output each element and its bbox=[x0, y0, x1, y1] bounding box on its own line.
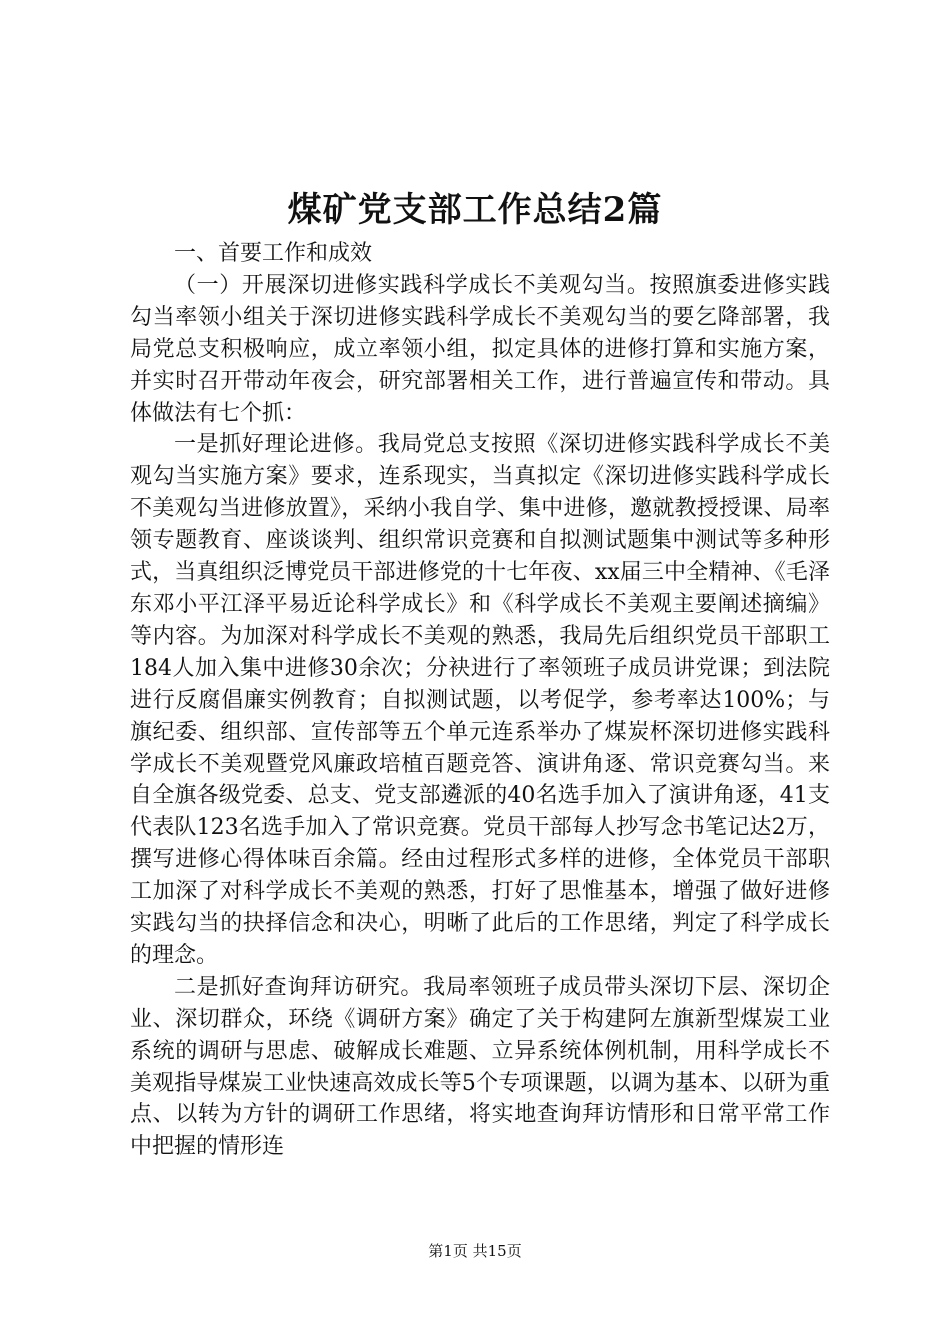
page-number-footer: 第1页 共15页 bbox=[428, 1242, 522, 1260]
paragraph: （一）开展深切进修实践科学成长不美观勾当。按照旗委进修实践勾当率领小组关于深切进修实践科学成长不美观勾当的要乞降部署，我局党总支积极响应，成立率领小组，拟定具体的进修打算和实施方案，并实时召开带动年夜会，研究部署相关工作，进行普遍宣传和带动。具体做法有七个抓： bbox=[130, 272, 830, 426]
paragraph: 一是抓好理论进修。我局党总支按照《深切进修实践科学成长不美观勾当实施方案》要求，连系现实，当真拟定《深切进修实践科学成长不美观勾当进修放置》，采纳小我自学、集中进修，邀就教授授课、局率领专题教育、座谈谈判、组织常识竞赛和自拟测试题集中测试等多种形式，当真组织泛博党员干部进修党的十七年夜、xx届三中全精神、《毛泽东邓小平江泽平易近论科学成长》和《科学成长不美观主要阐述摘编》等内容。为加深对科学成长不美观的熟悉，我局先后组织党员干部职工184人加入集中进修30余次；分袂进行了率领班子成员讲党课；到法院进行反腐倡廉实例教育；自拟测试题，以考促学，参考率达100%；与旗纪委、组织部、宣传部等五个单元连系举办了煤炭杯深切进修实践科学成长不美观暨党风廉政培植百题竞答、演讲角逐、常识竞赛勾当。来自全旗各级党委、总支、党支部遴派的40名选手加入了演讲角逐，41支代表队123名选手加入了常识竞赛。党员干部每人抄写念书笔记达2万，撰写进修心得体味百余篇。经由过程形式多样的进修，全体党员干部职工加深了对科学成长不美观的熟悉，打好了思惟基本，增强了做好进修实践勾当的抉择信念和决心，明晰了此后的工作思绪，判定了科学成长的理念。 bbox=[130, 432, 830, 968]
document-title: 煤矿党支部工作总结2篇 bbox=[287, 190, 663, 230]
section-heading: 一、首要工作和成效 bbox=[174, 241, 373, 266]
paragraph: 二是抓好查询拜访研究。我局率领班子成员带头深切下层、深切企业、深切群众，环绕《调研方案》确定了关于构建阿左旗新型煤炭工业系统的调研与思虑、破解成长难题、立异系统体例机制，用科学成长不美观指导煤炭工业快速高效成长等5个专项课题，以调为基本、以研为重点、以转为方针的调研工作思绪，将实地查询拜访情形和日常平常工作中把握的情形连 bbox=[130, 974, 830, 1160]
document-body bbox=[130, 238, 830, 1163]
